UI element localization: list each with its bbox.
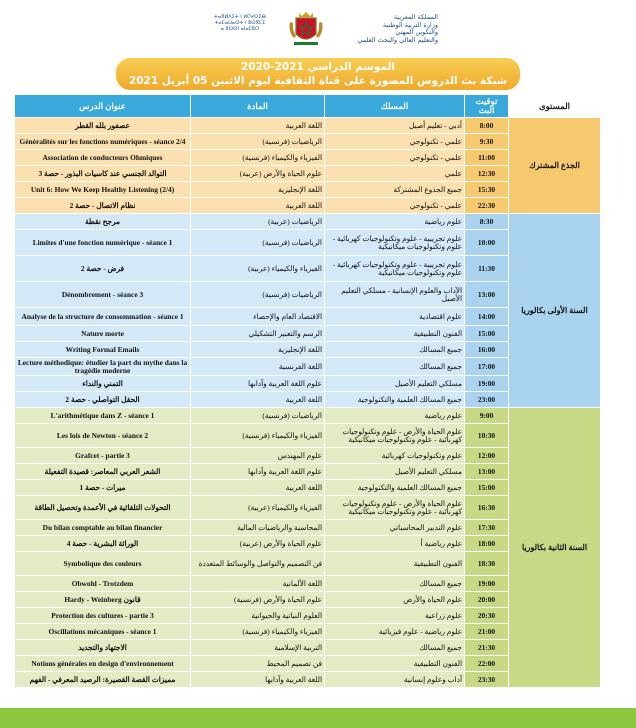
track-cell: علوم رياضية - علوم فيزيائية [325,624,465,640]
time-cell: 11:00 [465,150,509,166]
lesson-cell: التحولات التلقائية في الأعمدة وتحصيل الطاقة [15,496,191,520]
lesson-cell: Dénombrement - séance 3 [15,282,191,308]
track-cell: علمي - تكنولوجي [325,150,465,166]
subject-cell: اللغة العربية وآدابها [191,672,325,688]
track-cell: علوم رياضية [325,408,465,424]
lesson-cell: Association de conducteurs Ohmiques [15,150,191,166]
title-banner [116,58,520,90]
lesson-cell: ميرات - حصة 1 [15,480,191,496]
lesson-cell: Du bilan comptable au bilan financier [15,520,191,536]
track-cell: آداب وعلوم إنسانية [325,672,465,688]
lesson-cell: Généralités sur les fonctions numériques - séance 2/4 [15,134,191,150]
subject-cell: اللغة العربية [191,198,325,214]
lesson-cell: التمني والنداء [15,376,191,392]
track-cell: علمي [325,166,465,182]
col-header-level: المستوى [509,95,601,118]
subject-cell: الفيزياء والكيمياء (فرنسية) [191,150,325,166]
subject-cell: فن التصميم والتواصل والوسائط المتعددة [191,552,325,576]
lesson-cell: مرجح نقطة [15,214,191,230]
lesson-cell: الوراثة البشرية - حصة 4 [15,536,191,552]
track-cell: جميع الجذوع المشتركة [325,182,465,198]
subject-cell: اللغة الألمانية [191,576,325,592]
subject-cell: المحاسبة والرياضيات المالية [191,520,325,536]
lesson-cell: الحقل التواصلي - حصة 2 [15,392,191,408]
lesson-cell: التوالد الجنسي عند كاسيات البذور - حصة 3 [15,166,191,182]
lesson-cell: Les lois de Newton - séance 2 [15,424,191,448]
track-cell: علوم وتكنولوجيات كهربائية [325,448,465,464]
lesson-cell: الشعر العربي المعاصر: قصيدة التفعيلة [15,464,191,480]
time-cell: 19:00 [465,376,509,392]
time-cell: 23:30 [465,672,509,688]
lesson-cell: Grafcet - partie 3 [15,448,191,464]
header-tifinagh-line: ⴰ ⵓⵙⵙⵏ ⴰⵏⴰⵎⵓⵔ [220,26,260,32]
lesson-cell: عصفور بلله القطر [15,118,191,134]
time-cell: 16:00 [465,342,509,358]
time-cell: 19:00 [465,576,509,592]
subject-cell: علوم اللغة العربية وآدابها [191,464,325,480]
time-cell: 20:30 [465,608,509,624]
lesson-cell: Writing Formal Emails [15,342,191,358]
time-cell: 15:00 [465,480,509,496]
track-cell: جميع المسالك العلمية والتكنولوجية [325,480,465,496]
track-cell: الفنون التطبيقية [325,326,465,342]
track-cell: علوم اقتصادية [325,308,465,326]
track-cell: مسلكي التعليم الأصيل [325,464,465,480]
track-cell: جميع المسالك [325,358,465,376]
time-cell: 20:00 [465,592,509,608]
time-cell: 10:00 [465,230,509,256]
track-cell: الآداب والعلوم الإنسانية - مسلكي التعليم الأصيل [325,282,465,308]
lesson-cell: Analyse de la structure de consommation - séance 1 [15,308,191,326]
lesson-cell: Lecture méthodique: étudier la part du mythe dans la tragédie moderne [15,358,191,376]
header-tifinagh-latin [200,14,280,32]
col-header-time: توقيت البث [465,95,509,118]
time-cell: 22:00 [465,656,509,672]
track-cell: أدبي - تعليم أصيل [325,118,465,134]
time-cell: 17:30 [465,520,509,536]
track-cell: علوم رياضية أ [325,536,465,552]
track-cell: جميع المسالك العلمية والتكنولوجية [325,392,465,408]
season-title: الموسم الدراسي 2021-2020 [240,61,396,73]
schedule-body [15,118,601,688]
track-cell: علوم الحياة والأرض - علوم وتكنولوجيات كهربائية - علوم وتكنولوجيات ميكانيكية [325,424,465,448]
subject-cell: الرياضيات (فرنسية) [191,134,325,150]
time-cell: 17:00 [465,358,509,376]
track-cell: الفنون التطبيقية [325,552,465,576]
header-tifinagh-line: ⵜⴰⴳⵍⴷⵉⵜ ⵏ ⵍⵎⵖⵔⵉⴱ [214,14,266,20]
subject-cell: اللغة الإنجليزية [191,342,325,358]
coat-of-arms-icon [288,8,324,48]
subject-cell: الرياضيات (فرنسية) [191,282,325,308]
subject-cell: الفيزياء والكيمياء (فرنسية) [191,624,325,640]
subject-cell: علوم الحياة والأرض (عربية) [191,536,325,552]
bottom-strip [0,708,636,728]
subject-cell: الفيزياء والكيمياء (عربية) [191,256,325,282]
lesson-cell: Nature morte [15,326,191,342]
time-cell: 21:30 [465,640,509,656]
subject-cell: الرياضيات (فرنسية) [191,408,325,424]
col-header-track: المسلك [325,95,465,118]
time-cell: 18:30 [465,552,509,576]
track-cell: علوم زراعية [325,608,465,624]
lesson-cell: فرض - حصة 2 [15,256,191,282]
time-cell: 23:00 [465,392,509,408]
subject-cell: اللغة العربية [191,480,325,496]
level-cell: السنة الأولى بكالوريا [509,214,601,408]
table-row [15,214,601,230]
time-cell: 11:30 [465,256,509,282]
subject-cell: الاقتصاد العام والإحصاء [191,308,325,326]
header-arabic [328,14,438,44]
header-arabic-line: والتكوين المهني [395,28,438,36]
col-header-lesson: عنوان الدرس [15,95,191,118]
track-cell: علوم رياضية [325,214,465,230]
track-cell: علوم الحياة والأرض - علوم وتكنولوجيات كهربائية - علوم وتكنولوجيات ميكانيكية [325,496,465,520]
ministry-header [0,0,636,58]
time-cell: 12:30 [465,166,509,182]
lesson-cell: Obwohl - Trotzdem [15,576,191,592]
table-header-row [15,95,601,118]
lesson-cell: نظام الاتصال - حصة 2 [15,198,191,214]
time-cell: 12:00 [465,448,509,464]
track-cell: جميع المسالك [325,640,465,656]
lesson-cell: Protection des cultures - partie 3 [15,608,191,624]
time-cell: 22:30 [465,198,509,214]
time-cell: 13:00 [465,282,509,308]
lesson-cell: Limites d'une fonction numérique - séance 1 [15,230,191,256]
time-cell: 18:00 [465,536,509,552]
track-cell: الفنون التطبيقية [325,656,465,672]
lesson-cell: Notions générales en design d'environnement [15,656,191,672]
lesson-cell: الاجتهاد والتجديد [15,640,191,656]
track-cell: جميع المسالك [325,342,465,358]
subject-cell: علوم الحياة والأرض (عربية) [191,166,325,182]
header-arabic-line: المملكة المغربية [393,13,438,21]
subject-cell: الرياضيات (فرنسية) [191,230,325,256]
subject-cell: علوم اللغة العربية وآدابها [191,376,325,392]
subject-cell: الرياضيات (عربية) [191,214,325,230]
lesson-cell: Hardy - Weinberg قانون [15,592,191,608]
lesson-cell: L'arithmétique dans Z - séance 1 [15,408,191,424]
time-cell: 8:00 [465,118,509,134]
subject-cell: اللغة الفرنسية [191,358,325,376]
time-cell: 15:30 [465,182,509,198]
schedule-table [14,94,601,688]
time-cell: 15:00 [465,326,509,342]
subject-cell: فن تصميم المحيط [191,656,325,672]
header-arabic-line: والتعليم العالي والبحث العلمي [357,35,438,44]
header-tifinagh-line: ⵜⴰⵎⴰⵡⴰⵙⵜ ⵏ ⵓⵙⴳⵎⵉ [214,20,266,26]
track-cell: جميع المسالك [325,576,465,592]
subject-cell: اللغة العربية [191,118,325,134]
col-header-subject: المادة [191,95,325,118]
track-cell: علوم تجريبية - علوم وتكنولوجيات كهربائية - علوم وتكنولوجيات ميكانيكية [325,230,465,256]
lesson-cell: Oscillations mécaniques - séance 1 [15,624,191,640]
table-row [15,118,601,134]
header-arabic-line: وزارة التربية الوطنية [382,20,438,29]
subject-cell: اللغة الإنجليزية [191,182,325,198]
time-cell: 10:30 [465,424,509,448]
track-cell: علمي - تكنولوجي [325,198,465,214]
subject-cell: علوم الحياة والأرض (فرنسية) [191,592,325,608]
time-cell: 13:00 [465,464,509,480]
time-cell: 21:00 [465,624,509,640]
lesson-cell: مميزات القصة القصيرة: الرصيد المعرفي - الفهم [15,672,191,688]
time-cell: 16:30 [465,496,509,520]
track-cell: علوم الحياة والأرض [325,592,465,608]
level-cell: الجذع المشترك [509,118,601,214]
track-cell: مسلكي التعليم الأصيل [325,376,465,392]
subject-cell: اللغة العربية [191,392,325,408]
time-cell: 8:30 [465,214,509,230]
time-cell: 9:00 [465,408,509,424]
lesson-cell: Unit 6: How We Keep Healthy Listening (2/4) [15,182,191,198]
subject-cell: علوم المهندس [191,448,325,464]
lesson-cell: Symbolique des couleurs [15,552,191,576]
subject-cell: التربية الإسلامية [191,640,325,656]
time-cell: 9:30 [465,134,509,150]
track-cell: علوم التدبير المحاسباتي [325,520,465,536]
level-cell: السنة الثانية بكالوريا [509,408,601,688]
time-cell: 14:00 [465,308,509,326]
schedule-title: شبكة بث الدروس المصورة على قناة الثقافية ليوم الاثنين 05 أبريل 2021 [128,75,508,87]
track-cell: علوم تجريبية - علوم وتكنولوجيات كهربائية - علوم وتكنولوجيات ميكانيكية [325,256,465,282]
subject-cell: الفيزياء والكيمياء (فرنسية) [191,424,325,448]
track-cell: علمي - تكنولوجي [325,134,465,150]
subject-cell: العلوم النباتية والحيوانية [191,608,325,624]
table-row [15,408,601,424]
subject-cell: الفيزياء والكيمياء (عربية) [191,496,325,520]
subject-cell: الرسم والتعبير التشكيلي [191,326,325,342]
